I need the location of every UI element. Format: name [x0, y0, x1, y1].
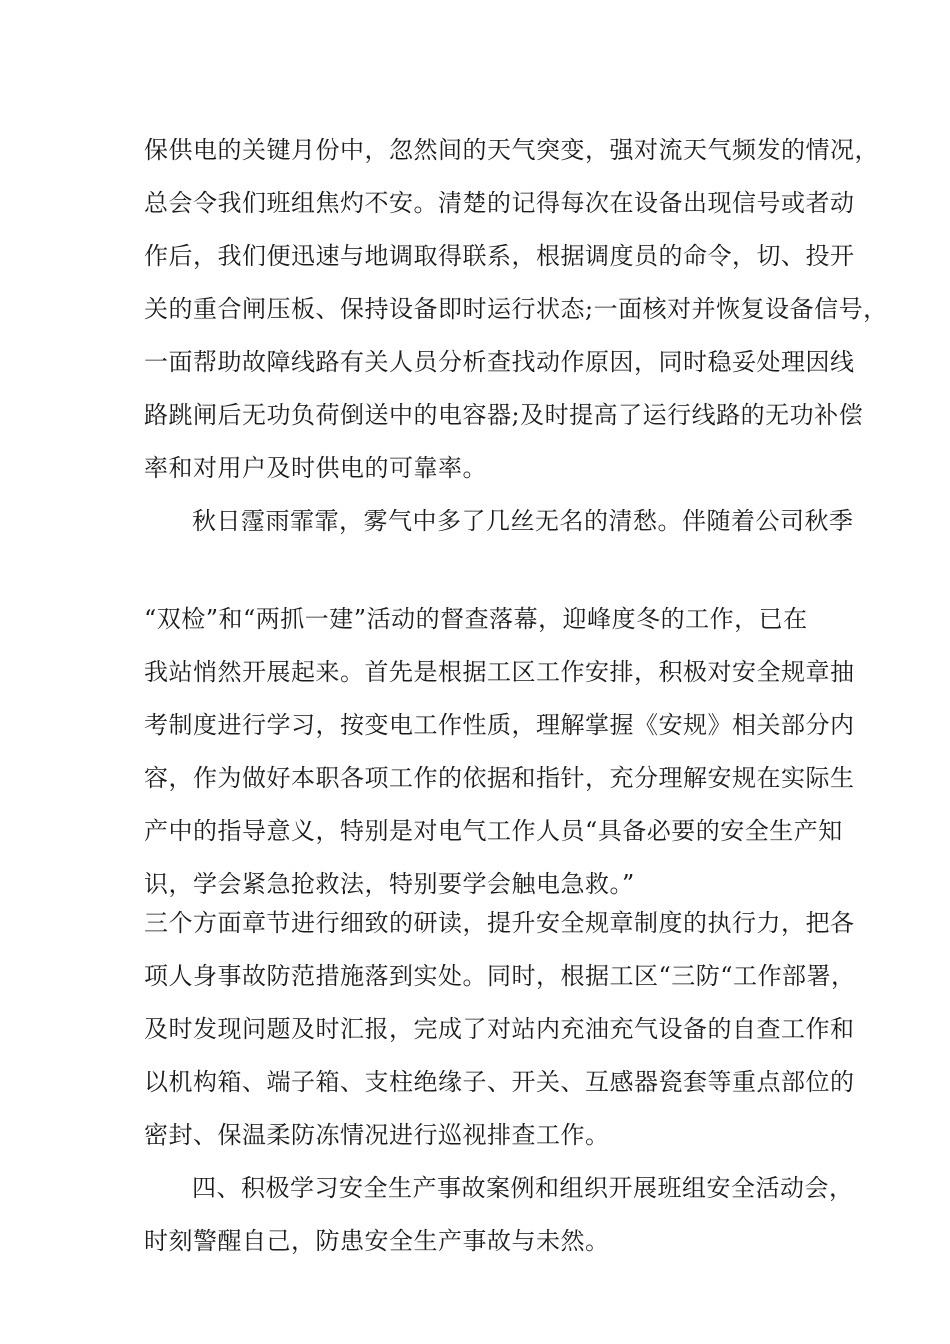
text-line-6: 路跳闸后无功负荷倒送中的电容器;及时提高了运行线路的无功补偿 [144, 401, 864, 429]
text-line-17: 及时发现问题及时汇报，完成了对站内充油充气设备的自查工作和 [144, 1015, 855, 1043]
text-line-14: 识，学会紧急抢救法，特别要学会触电急救。” [144, 870, 635, 898]
text-line-1: 保供电的关键月份中，忽然间的天气突变，强对流天气频发的情况， [144, 136, 879, 164]
text-line-7: 率和对用户及时供电的可靠率。 [144, 454, 487, 482]
text-line-13: 产中的指导意义，特别是对电气工作人员“具备必要的安全生产知 [144, 817, 843, 845]
text-line-11: 考制度进行学习，按变电工作性质，理解掌握《安规》相关部分内 [144, 711, 855, 739]
text-line-3: 作后，我们便迅速与地调取得联系，根据调度员的命令，切、投开 [144, 242, 855, 270]
paragraph-2-first-line: 秋日霪雨霏霏，雾气中多了几丝无名的清愁。伴随着公司秋季 [192, 507, 854, 535]
text-line-16: 项人身事故防范措施落到实处。同时，根据工区“三防“工作部署， [144, 962, 856, 990]
text-line-9: “双检”和“两抓一建”活动的督查落幕，迎峰度冬的工作，已在 [144, 605, 808, 633]
text-line-4: 关的重合闸压板、保持设备即时运行状态;一面核对并恢复设备信号， [144, 295, 888, 323]
paragraph-4-first-line: 四、积极学习安全生产事故案例和组织开展班组安全活动会， [192, 1174, 854, 1202]
text-line-10: 我站悄然开展起来。首先是根据工区工作安排，积极对安全规章抽 [144, 658, 855, 686]
text-line-2: 总会令我们班组焦灼不安。清楚的记得每次在设备出现信号或者动 [144, 189, 855, 217]
text-line-19: 密封、保温柔防冻情况进行巡视排查工作。 [144, 1121, 610, 1149]
text-line-5: 一面帮助故障线路有关人员分析查找动作原因，同时稳妥处理因线 [144, 348, 855, 376]
text-line-15: 三个方面章节进行细致的研读，提升安全规章制度的执行力，把各 [144, 909, 855, 937]
text-line-12: 容，作为做好本职各项工作的依据和指针，充分理解安规在实际生 [144, 764, 855, 792]
text-line-21: 时刻警醒自己，防患安全生产事故与未然。 [144, 1227, 610, 1255]
text-line-18: 以机构箱、端子箱、支柱绝缘子、开关、互感器瓷套等重点部位的 [144, 1068, 855, 1096]
